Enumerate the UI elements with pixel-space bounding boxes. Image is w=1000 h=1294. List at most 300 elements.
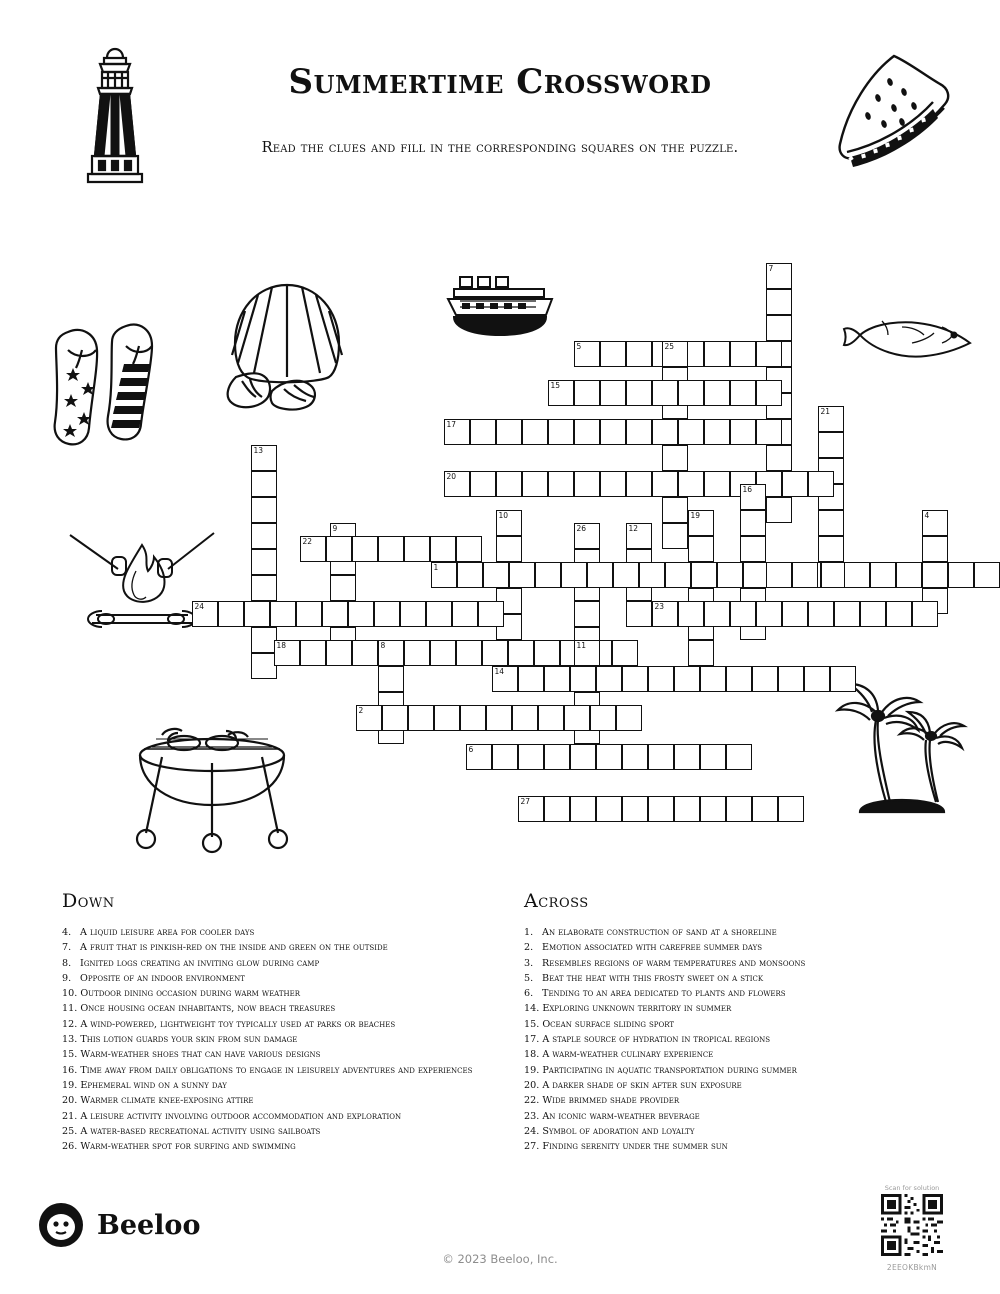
crossword-cell[interactable]: [818, 510, 844, 536]
clue-number: 20.: [524, 1079, 540, 1091]
cell-number: 25: [664, 342, 675, 351]
crossword-cell[interactable]: [509, 562, 535, 588]
clue-number: 6.: [524, 988, 534, 1000]
crossword-cell[interactable]: [574, 523, 600, 549]
crossword-cell[interactable]: [483, 562, 509, 588]
crossword-cell[interactable]: [730, 341, 756, 367]
crossword-cell[interactable]: [662, 523, 688, 549]
crossword-cell[interactable]: [600, 419, 626, 445]
crossword-cell[interactable]: [218, 601, 244, 627]
crossword-cell[interactable]: [662, 341, 688, 367]
cell-number: 14: [494, 667, 505, 676]
crossword-cell[interactable]: [700, 796, 726, 822]
crossword-cell[interactable]: [616, 705, 642, 731]
clue-text: Wide brimmed shade provider: [539, 1095, 680, 1107]
crossword-cell[interactable]: [570, 796, 596, 822]
crossword-cell[interactable]: [740, 536, 766, 562]
crossword-cell[interactable]: [326, 640, 352, 666]
crossword-cell[interactable]: [564, 705, 590, 731]
crossword-cell[interactable]: [818, 432, 844, 458]
crossword-cell[interactable]: [922, 536, 948, 562]
crossword-cell[interactable]: [518, 744, 544, 770]
crossword-cell[interactable]: [456, 640, 482, 666]
crossword-cell[interactable]: [622, 744, 648, 770]
crossword-cell[interactable]: [274, 640, 300, 666]
cell-number: 27: [520, 797, 531, 806]
crossword-cell[interactable]: [752, 796, 778, 822]
down-clue-item: [62, 956, 482, 971]
brand-name: Beeloo: [97, 1209, 201, 1241]
crossword-cell[interactable]: [756, 601, 782, 627]
crossword-cell[interactable]: [574, 380, 600, 406]
crossword-cell[interactable]: [430, 536, 456, 562]
crossword-cell[interactable]: [691, 562, 717, 588]
cruise-ship-icon: [440, 265, 570, 345]
down-clue-item: [62, 1001, 482, 1016]
crossword-cell[interactable]: [648, 796, 674, 822]
crossword-cell[interactable]: [700, 744, 726, 770]
page-footer: [0, 1184, 1000, 1294]
crossword-cell[interactable]: [886, 601, 912, 627]
across-clue-item: [524, 1109, 954, 1124]
watermelon-slice-icon: [830, 48, 958, 170]
qr-code-icon[interactable]: [881, 1194, 943, 1256]
crossword-cell[interactable]: [626, 380, 652, 406]
across-clue-item: [524, 1078, 954, 1093]
clue-number: 11.: [62, 1003, 78, 1015]
crossword-cell[interactable]: [535, 562, 561, 588]
clue-number: 21.: [62, 1110, 78, 1122]
crossword-cell[interactable]: [844, 562, 870, 588]
crossword-cell[interactable]: [652, 380, 678, 406]
down-clue-item: [62, 971, 482, 986]
crossword-cell[interactable]: [730, 380, 756, 406]
crossword-cell[interactable]: [251, 523, 277, 549]
crossword-cell[interactable]: [678, 419, 704, 445]
crossword-cell[interactable]: [587, 562, 613, 588]
crossword-cell[interactable]: [496, 471, 522, 497]
across-clue-item: [524, 1124, 954, 1139]
down-clue-item: [62, 1078, 482, 1093]
crossword-cell[interactable]: [726, 796, 752, 822]
clue-text: This lotion guards your skin from sun damage: [77, 1034, 298, 1046]
crossword-cell[interactable]: [330, 575, 356, 601]
crossword-cell[interactable]: [860, 601, 886, 627]
cell-number: 1: [433, 563, 439, 572]
crossword-cell[interactable]: [596, 744, 622, 770]
crossword-cell[interactable]: [251, 575, 277, 601]
crossword-cell[interactable]: [378, 536, 404, 562]
clue-text: A fruit that is pinkish-red on the inside and green on the outside: [77, 942, 388, 954]
clue-number: 25.: [62, 1125, 78, 1137]
crossword-cell[interactable]: [639, 562, 665, 588]
crossword-cell[interactable]: [482, 640, 508, 666]
crossword-cell[interactable]: [648, 744, 674, 770]
crossword-cell[interactable]: [508, 640, 534, 666]
crossword-cell[interactable]: [870, 562, 896, 588]
down-clue-item: [62, 986, 482, 1001]
crossword-cell[interactable]: [486, 705, 512, 731]
crossword-cell[interactable]: [300, 536, 326, 562]
crossword-cell[interactable]: [726, 744, 752, 770]
crossword-cell[interactable]: [612, 640, 638, 666]
across-clue-item: [524, 925, 954, 940]
clue-text: A darker shade of skin after sun exposure: [539, 1079, 742, 1091]
crossword-cell[interactable]: [600, 471, 626, 497]
crossword-cell[interactable]: [322, 601, 348, 627]
cell-number: 4: [924, 511, 930, 520]
crossword-cell[interactable]: [548, 419, 574, 445]
crossword-cell[interactable]: [496, 536, 522, 562]
cell-number: 7: [768, 264, 774, 273]
across-clue-item: [524, 1032, 954, 1047]
clue-text: An elaborate construction of sand at a shoreline: [539, 927, 777, 938]
crossword-cell[interactable]: [251, 471, 277, 497]
cell-number: 9: [332, 524, 338, 533]
crossword-cell[interactable]: [574, 640, 600, 666]
crossword-cell[interactable]: [378, 666, 404, 692]
crossword-cell[interactable]: [408, 705, 434, 731]
crossword-cell[interactable]: [678, 601, 704, 627]
across-clue-item: [524, 971, 954, 986]
clue-number: 26.: [62, 1141, 78, 1153]
bbq-grill-icon: [122, 705, 302, 865]
clue-number: 14.: [524, 1003, 540, 1015]
crossword-cell[interactable]: [704, 380, 730, 406]
clue-text: Tending to an area dedicated to plants and flowers: [539, 988, 786, 1000]
crossword-cell[interactable]: [756, 341, 782, 367]
clue-number: 15.: [524, 1018, 540, 1030]
cell-number: 12: [628, 524, 639, 533]
crossword-cell[interactable]: [766, 315, 792, 341]
cell-number: 26: [576, 524, 587, 533]
crossword-cell[interactable]: [808, 471, 834, 497]
crossword-cell[interactable]: [756, 380, 782, 406]
clue-number: 17.: [524, 1034, 540, 1046]
crossword-cell[interactable]: [548, 471, 574, 497]
across-clue-item: [524, 1139, 954, 1154]
cell-number: 10: [498, 511, 509, 520]
down-clue-item: [62, 1093, 482, 1108]
crossword-cell[interactable]: [626, 341, 652, 367]
cell-number: 19: [690, 511, 701, 520]
crossword-cell[interactable]: [452, 601, 478, 627]
cell-number: 23: [654, 602, 665, 611]
crossword-cell[interactable]: [830, 666, 856, 692]
crossword-cell[interactable]: [662, 445, 688, 471]
clue-number: 13.: [62, 1034, 78, 1046]
crossword-cell[interactable]: [678, 380, 704, 406]
crossword-cell[interactable]: [652, 601, 678, 627]
crossword-cell[interactable]: [326, 536, 352, 562]
crossword-cell[interactable]: [431, 562, 457, 588]
crossword-cell[interactable]: [674, 796, 700, 822]
across-clue-item: [524, 1063, 954, 1078]
clue-text: An iconic warm-weather beverage: [539, 1110, 700, 1122]
down-clues: [62, 890, 482, 1154]
crossword-cell[interactable]: [352, 536, 378, 562]
crossword-grid[interactable]: [0, 215, 1000, 885]
crossword-cell[interactable]: [740, 510, 766, 536]
clue-number: 23.: [524, 1110, 540, 1122]
crossword-cell[interactable]: [374, 601, 400, 627]
down-clue-item: [62, 1139, 482, 1154]
clue-text: Exploring unknown territory in summer: [539, 1003, 732, 1015]
crossword-cell[interactable]: [444, 419, 470, 445]
cell-number: 11: [576, 641, 587, 650]
clue-text: Ocean surface sliding sport: [539, 1018, 675, 1030]
clue-number: 16.: [62, 1064, 78, 1076]
clue-text: Beat the heat with this frosty sweet on a stick: [539, 972, 764, 984]
crossword-cell[interactable]: [570, 666, 596, 692]
crossword-cell[interactable]: [496, 419, 522, 445]
crossword-cell[interactable]: [444, 471, 470, 497]
crossword-cell[interactable]: [244, 601, 270, 627]
clue-text: Symbol of adoration and loyalty: [539, 1125, 695, 1137]
crossword-cell[interactable]: [818, 536, 844, 562]
crossword-cell[interactable]: [704, 471, 730, 497]
crossword-cell[interactable]: [574, 471, 600, 497]
crossword-cell[interactable]: [626, 471, 652, 497]
crossword-cell[interactable]: [426, 601, 452, 627]
crossword-cell[interactable]: [726, 666, 752, 692]
crossword-cell[interactable]: [522, 471, 548, 497]
crossword-cell[interactable]: [538, 705, 564, 731]
clue-text: A leisure activity involving outdoor accommodation and exploration: [77, 1110, 402, 1122]
crossword-cell[interactable]: [912, 601, 938, 627]
crossword-cell[interactable]: [466, 744, 492, 770]
crossword-cell[interactable]: [648, 666, 674, 692]
crossword-cell[interactable]: [740, 484, 766, 510]
crossword-cell[interactable]: [478, 601, 504, 627]
crossword-cell[interactable]: [600, 341, 626, 367]
crossword-cell[interactable]: [470, 419, 496, 445]
down-clue-item: [62, 1124, 482, 1139]
crossword-cell[interactable]: [730, 601, 756, 627]
cell-number: 22: [302, 537, 313, 546]
clue-text: Once housing ocean inhabitants, now beach treasures: [77, 1003, 336, 1015]
crossword-cell[interactable]: [665, 562, 691, 588]
crossword-cell[interactable]: [382, 705, 408, 731]
crossword-cell[interactable]: [522, 419, 548, 445]
crossword-cell[interactable]: [626, 523, 652, 549]
crossword-cell[interactable]: [296, 601, 322, 627]
clue-text: Outdoor dining occasion during warm weather: [77, 988, 301, 1000]
clue-number: 9.: [62, 972, 72, 984]
crossword-cell[interactable]: [766, 497, 792, 523]
clue-number: 19.: [62, 1079, 78, 1091]
clue-text: A wind-powered, lightweight toy typically used at parks or beaches: [77, 1018, 396, 1030]
crossword-cell[interactable]: [544, 796, 570, 822]
clue-text: Ignited logs creating an inviting glow during camp: [77, 957, 320, 969]
crossword-cell[interactable]: [700, 666, 726, 692]
clue-number: 5.: [524, 972, 534, 984]
crossword-cell[interactable]: [456, 536, 482, 562]
clue-number: 27.: [524, 1141, 540, 1153]
crossword-cell[interactable]: [766, 445, 792, 471]
qr-code-text: 2EEOKBkmN: [886, 1263, 938, 1272]
crossword-cell[interactable]: [808, 601, 834, 627]
cell-number: 24: [194, 602, 205, 611]
crossword-cell[interactable]: [596, 796, 622, 822]
cell-number: 18: [276, 641, 287, 650]
crossword-cell[interactable]: [460, 705, 486, 731]
crossword-cell[interactable]: [590, 705, 616, 731]
clue-text: Warm-weather spot for surfing and swimming: [77, 1141, 296, 1153]
crossword-cell[interactable]: [626, 601, 652, 627]
crossword-cell[interactable]: [704, 601, 730, 627]
clue-number: 24.: [524, 1125, 540, 1137]
crossword-cell[interactable]: [251, 497, 277, 523]
crossword-cell[interactable]: [896, 562, 922, 588]
crossword-cell[interactable]: [622, 666, 648, 692]
clue-number: 12.: [62, 1018, 78, 1030]
crossword-cell[interactable]: [782, 471, 808, 497]
crossword-cell[interactable]: [730, 419, 756, 445]
crossword-cell[interactable]: [717, 562, 743, 588]
crossword-cell[interactable]: [782, 601, 808, 627]
crossword-cell[interactable]: [574, 419, 600, 445]
down-clue-item: [62, 1109, 482, 1124]
clue-text: Finding serenity under the summer sun: [539, 1141, 728, 1153]
crossword-cell[interactable]: [688, 510, 714, 536]
clue-number: 19.: [524, 1064, 540, 1076]
across-clues: [524, 890, 954, 1154]
clue-number: 3.: [524, 957, 534, 969]
crossword-cell[interactable]: [678, 471, 704, 497]
crossword-cell[interactable]: [756, 419, 782, 445]
crossword-cell[interactable]: [688, 640, 714, 666]
crossword-cell[interactable]: [548, 380, 574, 406]
crossword-cell[interactable]: [492, 744, 518, 770]
crossword-cell[interactable]: [251, 549, 277, 575]
copyright-text: © 2023 Beeloo, Inc.: [442, 1252, 558, 1266]
crossword-cell[interactable]: [518, 666, 544, 692]
crossword-cell[interactable]: [561, 562, 587, 588]
crossword-cell[interactable]: [544, 666, 570, 692]
down-clue-item: [62, 925, 482, 940]
crossword-cell[interactable]: [404, 536, 430, 562]
crossword-cell[interactable]: [300, 640, 326, 666]
crossword-cell[interactable]: [778, 796, 804, 822]
crossword-cell[interactable]: [613, 562, 639, 588]
crossword-cell[interactable]: [804, 666, 830, 692]
crossword-cell[interactable]: [512, 705, 538, 731]
crossword-cell[interactable]: [662, 497, 688, 523]
clue-text: Resembles regions of warm temperatures and monsoons: [539, 957, 806, 969]
crossword-cell[interactable]: [622, 796, 648, 822]
crossword-cell[interactable]: [600, 380, 626, 406]
cell-number: 20: [446, 472, 457, 481]
crossword-cell[interactable]: [766, 289, 792, 315]
crossword-cell[interactable]: [766, 562, 792, 588]
across-clue-item: [524, 956, 954, 971]
crossword-cell[interactable]: [974, 562, 1000, 588]
crossword-cell[interactable]: [400, 601, 426, 627]
crossword-cell[interactable]: [674, 666, 700, 692]
clue-text: Ephemeral wind on a sunny day: [77, 1079, 227, 1091]
crossword-cell[interactable]: [378, 640, 404, 666]
crossword-cell[interactable]: [704, 341, 730, 367]
down-clue-item: [62, 1047, 482, 1062]
fish-icon: [842, 311, 980, 359]
crossword-cell[interactable]: [457, 562, 483, 588]
crossword-cell[interactable]: [434, 705, 460, 731]
crossword-cell[interactable]: [922, 562, 948, 588]
crossword-cell[interactable]: [778, 666, 804, 692]
page-title: Summertime Crossword: [288, 62, 712, 102]
cell-number: 8: [380, 641, 386, 650]
crossword-cell[interactable]: [922, 510, 948, 536]
crossword-cell[interactable]: [948, 562, 974, 588]
crossword-cell[interactable]: [348, 601, 374, 627]
crossword-cell[interactable]: [752, 666, 778, 692]
crossword-cell[interactable]: [766, 263, 792, 289]
clue-text: Emotion associated with carefree summer days: [539, 942, 763, 954]
down-heading: Down: [62, 890, 115, 912]
crossword-cell[interactable]: [356, 705, 382, 731]
crossword-cell[interactable]: [430, 640, 456, 666]
crossword-cell[interactable]: [270, 601, 296, 627]
clue-text: A liquid leisure area for cooler days: [77, 927, 255, 938]
crossword-cell[interactable]: [704, 419, 730, 445]
across-clue-item: [524, 1047, 954, 1062]
across-clue-item: [524, 1093, 954, 1108]
crossword-cell[interactable]: [404, 640, 430, 666]
crossword-cell[interactable]: [518, 796, 544, 822]
qr-label: Scan for solution: [884, 1184, 940, 1192]
clue-number: 7.: [62, 942, 72, 954]
clue-number: 4.: [62, 927, 72, 938]
crossword-cell[interactable]: [570, 744, 596, 770]
clue-number: 18.: [524, 1049, 540, 1061]
crossword-cell[interactable]: [674, 744, 700, 770]
crossword-cell[interactable]: [688, 536, 714, 562]
crossword-cell[interactable]: [470, 471, 496, 497]
down-clue-item: [62, 1017, 482, 1032]
crossword-cell[interactable]: [574, 341, 600, 367]
crossword-cell[interactable]: [534, 640, 560, 666]
crossword-cell[interactable]: [652, 471, 678, 497]
crossword-cell[interactable]: [834, 601, 860, 627]
crossword-cell[interactable]: [544, 744, 570, 770]
clue-number: 20.: [62, 1095, 78, 1107]
crossword-cell[interactable]: [574, 601, 600, 627]
cell-number: 15: [550, 381, 561, 390]
flip-flops-icon: [38, 320, 168, 455]
cell-number: 16: [742, 485, 753, 494]
crossword-cell[interactable]: [192, 601, 218, 627]
crossword-cell[interactable]: [492, 666, 518, 692]
page-subtitle: Read the clues and fill in the corresponding squares on the puzzle.: [261, 140, 739, 156]
beeloo-mascot-icon: [38, 1202, 84, 1248]
qr-block[interactable]: [852, 1184, 972, 1272]
page-header: [0, 0, 1000, 210]
clue-number: 2.: [524, 942, 534, 954]
crossword-cell[interactable]: [251, 445, 277, 471]
across-clue-item: [524, 1001, 954, 1016]
crossword-cell[interactable]: [596, 666, 622, 692]
crossword-cell[interactable]: [792, 562, 818, 588]
across-clue-item: [524, 940, 954, 955]
crossword-cell[interactable]: [652, 419, 678, 445]
crossword-cell[interactable]: [818, 406, 844, 432]
down-clue-item: [62, 1063, 482, 1078]
clue-text: Warm-weather shoes that can have various designs: [77, 1049, 321, 1061]
crossword-cell[interactable]: [626, 419, 652, 445]
crossword-cell[interactable]: [352, 640, 378, 666]
crossword-cell[interactable]: [496, 510, 522, 536]
